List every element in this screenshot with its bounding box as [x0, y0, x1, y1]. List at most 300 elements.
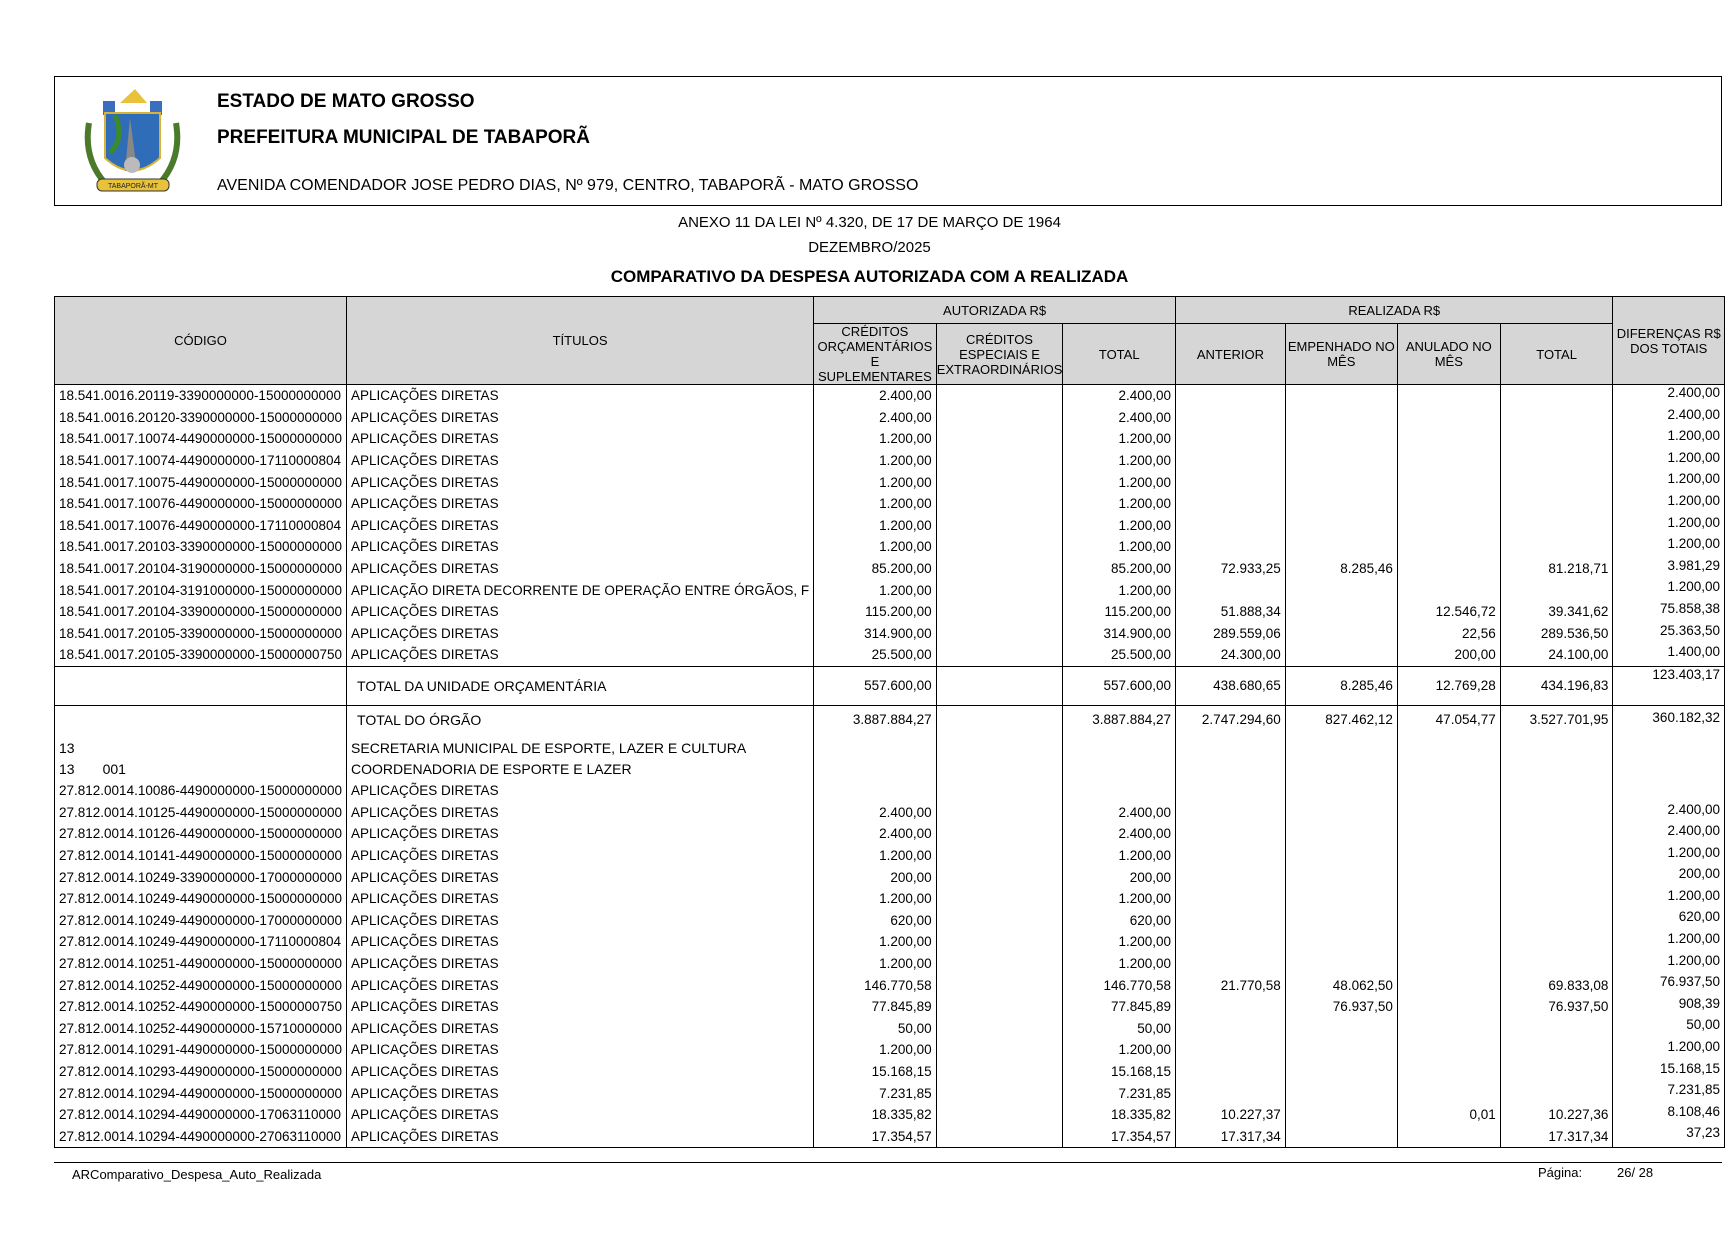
cell-emp	[1285, 407, 1397, 429]
cell-anu	[1397, 1061, 1500, 1083]
cell-anu	[1397, 1017, 1500, 1039]
cell-emp	[1285, 802, 1397, 824]
cell-title: APLICAÇÕES DIRETAS	[347, 450, 814, 472]
cell-title: APLICAÇÕES DIRETAS	[347, 1125, 814, 1147]
col-diferencas: DIFERENÇAS R$ DOS TOTAIS	[1613, 297, 1725, 385]
report-title: COMPARATIVO DA DESPESA AUTORIZADA COM A REALIZADA	[610, 267, 1129, 286]
cell-code: 27.812.0014.10249-3390000000-17000000000	[55, 866, 347, 888]
table-row	[55, 780, 1725, 802]
cell-title: APLICAÇÕES DIRETAS	[347, 428, 814, 450]
cell-esp	[936, 407, 1063, 429]
cell-orc: 77.845,89	[814, 996, 937, 1018]
cell-code: 27.812.0014.10294-4490000000-17063110000	[55, 1104, 347, 1126]
cell-orc: 17.354,57	[814, 1125, 937, 1147]
cell-orc: 314.900,00	[814, 623, 937, 645]
cell-code: 18.541.0017.10074-4490000000-15000000000	[55, 428, 347, 450]
table-row	[55, 428, 1725, 450]
cell-tot: 2.400,00	[1063, 802, 1176, 824]
table-row	[55, 385, 1725, 407]
cell-tot: 1.200,00	[1063, 450, 1176, 472]
address: AVENIDA COMENDADOR JOSE PEDRO DIAS, Nº 979, CENTRO, TABAPORÃ - MATO GROSSO	[217, 177, 919, 194]
cell-esp	[936, 802, 1063, 824]
table-row	[55, 623, 1725, 645]
cell-code: 27.812.0014.10126-4490000000-15000000000	[55, 823, 347, 845]
cell-dif: 360.182,32	[1613, 705, 1725, 737]
cell-emp	[1285, 1039, 1397, 1061]
cell-rtot: 3.527.701,95	[1500, 705, 1613, 737]
cell-rtot: 76.937,50	[1500, 996, 1613, 1018]
cell-code: 27.812.0014.10252-4490000000-15710000000	[55, 1017, 347, 1039]
table-row	[55, 601, 1725, 623]
cell-rtot: 81.218,71	[1500, 558, 1613, 580]
cell-title: APLICAÇÕES DIRETAS	[347, 1039, 814, 1061]
cell-rtot	[1500, 888, 1613, 910]
cell-code: 18.541.0017.10076-4490000000-15000000000	[55, 493, 347, 515]
cell-anu: 12.546,72	[1397, 601, 1500, 623]
cell-dif: 2.400,00	[1613, 385, 1725, 407]
cell-rtot	[1500, 536, 1613, 558]
cell-tot: 557.600,00	[1063, 666, 1176, 705]
cell-anu	[1397, 515, 1500, 537]
col-codigo: CÓDIGO	[55, 297, 347, 385]
cell-ant	[1176, 407, 1286, 429]
cell-ant	[1176, 909, 1286, 931]
cell-emp	[1285, 953, 1397, 975]
cell-emp	[1285, 888, 1397, 910]
cell-dif: 1.200,00	[1613, 536, 1725, 558]
table-row	[55, 909, 1725, 931]
cell-dif: 1.200,00	[1613, 471, 1725, 493]
cell-esp	[936, 536, 1063, 558]
col-creditos-especiais: CRÉDITOS ESPECIAIS E EXTRAORDINÁRIOS	[936, 324, 1063, 385]
cell-tot: 1.200,00	[1063, 953, 1176, 975]
cell-title: APLICAÇÕES DIRETAS	[347, 407, 814, 429]
col-total-autorizada: TOTAL	[1063, 324, 1176, 385]
cell-orc: 200,00	[814, 866, 937, 888]
cell-emp	[1285, 579, 1397, 601]
cell-ant	[1176, 823, 1286, 845]
cell-rtot: 17.317,34	[1500, 1125, 1613, 1147]
cell-esp	[936, 1017, 1063, 1039]
table-row	[55, 802, 1725, 824]
table-row	[55, 931, 1725, 953]
cell-emp	[1285, 450, 1397, 472]
cell-title: APLICAÇÕES DIRETAS	[347, 931, 814, 953]
cell-ant	[1176, 931, 1286, 953]
cell-tot: 115.200,00	[1063, 601, 1176, 623]
col-group-realizada: REALIZADA R$	[1176, 297, 1613, 324]
cell-tot: 1.200,00	[1063, 1039, 1176, 1061]
cell-orc: 1.200,00	[814, 450, 937, 472]
cell-anu	[1397, 802, 1500, 824]
cell-rtot	[1500, 1082, 1613, 1104]
table-row	[55, 1017, 1725, 1039]
cell-ant	[1176, 953, 1286, 975]
cell-rtot	[1500, 1017, 1613, 1039]
cell-title: APLICAÇÕES DIRETAS	[347, 601, 814, 623]
table-row	[55, 579, 1725, 601]
cell-orc: 85.200,00	[814, 558, 937, 580]
cell-title: APLICAÇÕES DIRETAS	[347, 974, 814, 996]
cell-orc: 2.400,00	[814, 385, 937, 407]
cell-tot: 77.845,89	[1063, 996, 1176, 1018]
orgao-code: 13	[55, 737, 347, 759]
cell-rtot	[1500, 493, 1613, 515]
cell-dif: 2.400,00	[1613, 823, 1725, 845]
cell-orc: 1.200,00	[814, 579, 937, 601]
cell-ant	[1176, 1039, 1286, 1061]
cell-orc: 2.400,00	[814, 802, 937, 824]
table-body-unit-b	[55, 780, 1725, 1148]
cell-emp	[1285, 515, 1397, 537]
cell-dif: 1.200,00	[1613, 515, 1725, 537]
cell-dif: 15.168,15	[1613, 1061, 1725, 1083]
cell-emp	[1285, 1061, 1397, 1083]
cell-dif: 25.363,50	[1613, 623, 1725, 645]
cell-title: APLICAÇÕES DIRETAS	[347, 1061, 814, 1083]
cell-title: APLICAÇÕES DIRETAS	[347, 536, 814, 558]
cell-dif: 50,00	[1613, 1017, 1725, 1039]
table-row	[55, 1104, 1725, 1126]
state-name: ESTADO DE MATO GROSSO	[217, 91, 475, 112]
col-group-autorizada: AUTORIZADA R$	[814, 297, 1176, 324]
cell-emp	[1285, 909, 1397, 931]
cell-ant: 21.770,58	[1176, 974, 1286, 996]
cell-esp	[936, 780, 1063, 802]
cell-emp	[1285, 536, 1397, 558]
cell-code: 27.812.0014.10252-4490000000-15000000000	[55, 974, 347, 996]
cell-ant: 51.888,34	[1176, 601, 1286, 623]
col-creditos-orcamentarios: CRÉDITOS ORÇAMENTÁRIOS E SUPLEMENTARES	[814, 324, 937, 385]
cell-esp	[936, 1082, 1063, 1104]
cell-code: 27.812.0014.10249-4490000000-15000000000	[55, 888, 347, 910]
cell-dif: 1.200,00	[1613, 428, 1725, 450]
cell-orc: 25.500,00	[814, 644, 937, 666]
cell-code: 18.541.0017.20104-3390000000-15000000000	[55, 601, 347, 623]
cell-emp	[1285, 471, 1397, 493]
cell-orc: 7.231,85	[814, 1082, 937, 1104]
cell-title: APLICAÇÕES DIRETAS	[347, 515, 814, 537]
cell-orc: 115.200,00	[814, 601, 937, 623]
cell-esp	[936, 1039, 1063, 1061]
col-empenhado: EMPENHADO NO MÊS	[1285, 324, 1397, 385]
cell-ant	[1176, 888, 1286, 910]
cell-code: 18.541.0016.20120-3390000000-15000000000	[55, 407, 347, 429]
cell-tot: 146.770,58	[1063, 974, 1176, 996]
cell-ant: 72.933,25	[1176, 558, 1286, 580]
cell-code: 27.812.0014.10086-4490000000-15000000000	[55, 780, 347, 802]
cell-orc: 1.200,00	[814, 845, 937, 867]
cell-orc: 1.200,00	[814, 471, 937, 493]
cell-orc: 18.335,82	[814, 1104, 937, 1126]
cell-emp	[1285, 931, 1397, 953]
cell-rtot: 69.833,08	[1500, 974, 1613, 996]
cell-esp	[936, 601, 1063, 623]
cell-orc: 1.200,00	[814, 428, 937, 450]
cell-tot: 2.400,00	[1063, 407, 1176, 429]
crest-ribbon-text: TABAPORÃ-MT	[107, 183, 159, 190]
cell-anu: 22,56	[1397, 623, 1500, 645]
table-row	[55, 558, 1725, 580]
cell-title: APLICAÇÕES DIRETAS	[347, 493, 814, 515]
cell-orc: 50,00	[814, 1017, 937, 1039]
expense-table	[54, 296, 1725, 1148]
table-row	[55, 1125, 1725, 1147]
cell-emp	[1285, 1082, 1397, 1104]
cell-orc: 1.200,00	[814, 536, 937, 558]
cell-rtot: 39.341,62	[1500, 601, 1613, 623]
cell-title: APLICAÇÕES DIRETAS	[347, 1082, 814, 1104]
cell-anu	[1397, 407, 1500, 429]
cell-ant	[1176, 845, 1286, 867]
prefeitura-name: PREFEITURA MUNICIPAL DE TABAPORÃ	[217, 127, 590, 148]
cell-code: 18.541.0017.20104-3191000000-15000000000	[55, 579, 347, 601]
table-row	[55, 450, 1725, 472]
table-row	[55, 996, 1725, 1018]
cell-title: APLICAÇÃO DIRETA DECORRENTE DE OPERAÇÃO ENTRE ÓRGÃOS, F	[347, 579, 814, 601]
page-number: 26/ 28	[1617, 1165, 1654, 1180]
cell-code: 18.541.0017.10075-4490000000-15000000000	[55, 471, 347, 493]
report-filename: ARComparativo_Despesa_Auto_Realizada	[72, 1167, 322, 1182]
cell-emp: 827.462,12	[1285, 705, 1397, 737]
cell-code: 18.541.0017.20104-3190000000-15000000000	[55, 558, 347, 580]
cell-rtot: 10.227,36	[1500, 1104, 1613, 1126]
cell-esp	[936, 579, 1063, 601]
cell-orc: 557.600,00	[814, 666, 937, 705]
cell-dif: 7.231,85	[1613, 1082, 1725, 1104]
cell-orc: 3.887.884,27	[814, 705, 937, 737]
cell-emp	[1285, 428, 1397, 450]
cell-code: 27.812.0014.10294-4490000000-15000000000	[55, 1082, 347, 1104]
cell-dif	[1613, 780, 1725, 802]
cell-rtot	[1500, 802, 1613, 824]
cell-ant	[1176, 536, 1286, 558]
cell-tot: 2.400,00	[1063, 385, 1176, 407]
cell-tot: 1.200,00	[1063, 888, 1176, 910]
cell-code: 18.541.0017.10074-4490000000-17110000804	[55, 450, 347, 472]
cell-title: APLICAÇÕES DIRETAS	[347, 780, 814, 802]
total-orgao-row	[55, 705, 1725, 737]
cell-esp	[936, 866, 1063, 888]
table-row	[55, 888, 1725, 910]
cell-rtot	[1500, 866, 1613, 888]
cell-rtot	[1500, 579, 1613, 601]
cell-esp	[936, 471, 1063, 493]
cell-emp	[1285, 1104, 1397, 1126]
cell-orc: 2.400,00	[814, 407, 937, 429]
cell-dif: 1.200,00	[1613, 450, 1725, 472]
cell-esp	[936, 974, 1063, 996]
cell-ant: 438.680,65	[1176, 666, 1286, 705]
cell-anu	[1397, 536, 1500, 558]
cell-emp	[1285, 493, 1397, 515]
cell-anu	[1397, 493, 1500, 515]
cell-ant	[1176, 1061, 1286, 1083]
cell-emp	[1285, 845, 1397, 867]
cell-tot: 1.200,00	[1063, 515, 1176, 537]
cell-orc: 620,00	[814, 909, 937, 931]
cell-anu	[1397, 953, 1500, 975]
municipal-crest-logo	[75, 83, 190, 199]
cell-dif: 3.981,29	[1613, 558, 1725, 580]
cell-orc: 1.200,00	[814, 1039, 937, 1061]
cell-esp	[936, 558, 1063, 580]
cell-title: APLICAÇÕES DIRETAS	[347, 888, 814, 910]
table-row	[55, 866, 1725, 888]
cell-rtot: 289.536,50	[1500, 623, 1613, 645]
col-anulado: ANULADO NO MÊS	[1397, 324, 1500, 385]
cell-orc: 1.200,00	[814, 888, 937, 910]
cell-anu	[1397, 1039, 1500, 1061]
page-label: Página:	[1538, 1165, 1583, 1180]
cell-ant: 17.317,34	[1176, 1125, 1286, 1147]
cell-rtot	[1500, 1039, 1613, 1061]
cell-orc: 1.200,00	[814, 953, 937, 975]
cell-tot: 314.900,00	[1063, 623, 1176, 645]
table-row	[55, 471, 1725, 493]
cell-anu	[1397, 823, 1500, 845]
cell-rtot	[1500, 407, 1613, 429]
unidade-heading-row	[55, 758, 1725, 780]
cell-anu	[1397, 385, 1500, 407]
cell-dif: 76.937,50	[1613, 974, 1725, 996]
col-total-realizada: TOTAL	[1500, 324, 1613, 385]
cell-rtot	[1500, 428, 1613, 450]
cell-emp	[1285, 1017, 1397, 1039]
table-row	[55, 536, 1725, 558]
cell-anu	[1397, 471, 1500, 493]
cell-title: APLICAÇÕES DIRETAS	[347, 644, 814, 666]
cell-esp	[936, 845, 1063, 867]
cell-ant	[1176, 471, 1286, 493]
cell-esp	[936, 909, 1063, 931]
anexo-line: ANEXO 11 DA LEI Nº 4.320, DE 17 DE MARÇO DE 1964	[678, 214, 1061, 231]
cell-esp	[936, 823, 1063, 845]
cell-emp	[1285, 823, 1397, 845]
cell-orc: 146.770,58	[814, 974, 937, 996]
cell-orc: 2.400,00	[814, 823, 937, 845]
cell-tot: 15.168,15	[1063, 1061, 1176, 1083]
cell-anu	[1397, 780, 1500, 802]
cell-emp: 8.285,46	[1285, 558, 1397, 580]
cell-code: 27.812.0014.10291-4490000000-15000000000	[55, 1039, 347, 1061]
table-row	[55, 823, 1725, 845]
cell-dif: 1.200,00	[1613, 579, 1725, 601]
orgao-title: SECRETARIA MUNICIPAL DE ESPORTE, LAZER E CULTURA	[347, 737, 814, 759]
cell-tot: 1.200,00	[1063, 493, 1176, 515]
cell-anu: 200,00	[1397, 644, 1500, 666]
cell-ant: 289.559,06	[1176, 623, 1286, 645]
footer-rule	[54, 1162, 1722, 1163]
cell-title: APLICAÇÕES DIRETAS	[347, 385, 814, 407]
cell-ant	[1176, 493, 1286, 515]
cell-anu	[1397, 909, 1500, 931]
unidade-title: COORDENADORIA DE ESPORTE E LAZER	[347, 758, 814, 780]
cell-dif: 75.858,38	[1613, 601, 1725, 623]
cell-anu	[1397, 428, 1500, 450]
cell-dif: 620,00	[1613, 909, 1725, 931]
cell-title: APLICAÇÕES DIRETAS	[347, 996, 814, 1018]
cell-rtot	[1500, 780, 1613, 802]
cell-code: 27.812.0014.10249-4490000000-17000000000	[55, 909, 347, 931]
unidade-code: 13	[59, 761, 75, 778]
cell-anu	[1397, 888, 1500, 910]
cell-anu	[1397, 450, 1500, 472]
cell-dif: 1.200,00	[1613, 953, 1725, 975]
cell-dif: 1.200,00	[1613, 931, 1725, 953]
cell-rtot	[1500, 823, 1613, 845]
cell-title: APLICAÇÕES DIRETAS	[347, 802, 814, 824]
cell-esp	[936, 996, 1063, 1018]
cell-anu	[1397, 845, 1500, 867]
table-row	[55, 1082, 1725, 1104]
cell-dif: 1.400,00	[1613, 644, 1725, 666]
cell-emp: 76.937,50	[1285, 996, 1397, 1018]
cell-rtot	[1500, 471, 1613, 493]
cell-anu	[1397, 996, 1500, 1018]
cell-esp	[936, 515, 1063, 537]
cell-ant	[1176, 996, 1286, 1018]
cell-title: APLICAÇÕES DIRETAS	[347, 909, 814, 931]
table-row	[55, 644, 1725, 666]
cell-esp	[936, 493, 1063, 515]
cell-emp	[1285, 644, 1397, 666]
cell-orc: 15.168,15	[814, 1061, 937, 1083]
table-row	[55, 407, 1725, 429]
unidade-sub: 001	[102, 761, 126, 778]
cell-ant	[1176, 1082, 1286, 1104]
cell-rtot	[1500, 953, 1613, 975]
cell-anu: 0,01	[1397, 1104, 1500, 1126]
cell-code: 27.812.0014.10251-4490000000-15000000000	[55, 953, 347, 975]
cell-ant	[1176, 385, 1286, 407]
col-anterior: ANTERIOR	[1176, 324, 1286, 385]
cell-emp	[1285, 601, 1397, 623]
cell-tot: 1.200,00	[1063, 471, 1176, 493]
cell-esp	[936, 953, 1063, 975]
cell-ant	[1176, 579, 1286, 601]
cell-ant	[1176, 866, 1286, 888]
cell-dif: 2.400,00	[1613, 407, 1725, 429]
table-body-unit-a	[55, 385, 1725, 667]
cell-code: 18.541.0017.20103-3390000000-15000000000	[55, 536, 347, 558]
cell-esp	[936, 931, 1063, 953]
cell-code: 27.812.0014.10141-4490000000-15000000000	[55, 845, 347, 867]
cell-rtot	[1500, 450, 1613, 472]
orgao-heading-row	[55, 737, 1725, 759]
cell-code: 18.541.0017.20105-3390000000-15000000000	[55, 623, 347, 645]
cell-emp: 48.062,50	[1285, 974, 1397, 996]
cell-rtot	[1500, 931, 1613, 953]
cell-esp	[936, 385, 1063, 407]
cell-orc: 1.200,00	[814, 493, 937, 515]
cell-rtot: 24.100,00	[1500, 644, 1613, 666]
cell-code: 27.812.0014.10249-4490000000-17110000804	[55, 931, 347, 953]
cell-tot: 2.400,00	[1063, 823, 1176, 845]
cell-ant: 2.747.294,60	[1176, 705, 1286, 737]
cell-emp	[1285, 866, 1397, 888]
period-line: DEZEMBRO/2025	[808, 239, 931, 256]
cell-esp	[936, 450, 1063, 472]
cell-emp: 8.285,46	[1285, 666, 1397, 705]
cell-ant: 24.300,00	[1176, 644, 1286, 666]
table-row	[55, 493, 1725, 515]
cell-tot: 1.200,00	[1063, 845, 1176, 867]
cell-emp	[1285, 780, 1397, 802]
cell-tot: 1.200,00	[1063, 428, 1176, 450]
cell-orc	[814, 780, 937, 802]
cell-title: APLICAÇÕES DIRETAS	[347, 845, 814, 867]
